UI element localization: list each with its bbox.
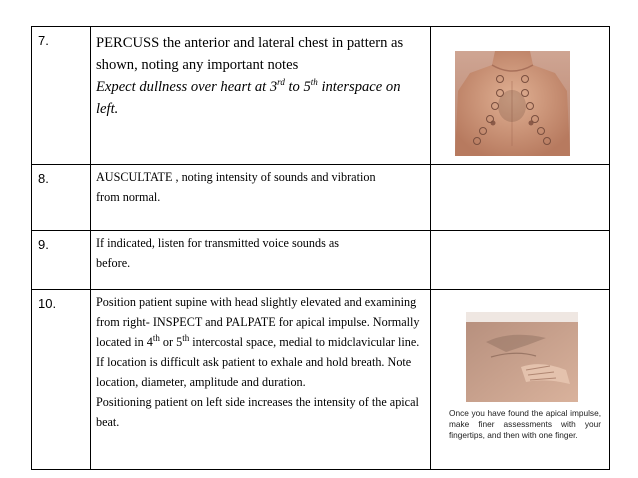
positioning-note: Positioning patient on left side increases the intensity of the apical beat.: [96, 395, 419, 429]
table-row: [32, 165, 610, 231]
photo-caption: Once you have found the apical impulse, make finer assessments with your fingertips, and then with one finger.: [449, 408, 601, 440]
row-number: 10.: [32, 290, 91, 470]
row-text: [91, 27, 431, 165]
image-cell: [431, 27, 610, 165]
empty-cell: [431, 231, 610, 290]
empty-cell: [431, 165, 610, 231]
apical-palpation-photo-icon: [466, 312, 578, 402]
row-number: 9.: [32, 231, 91, 290]
row-number: 8.: [32, 165, 91, 231]
row-text: AUSCULTATE , noting intensity of sounds and vibration from normal.: [91, 165, 431, 231]
expect-note: Expect dullness over heart at 3rd to 5th interspace on left.: [96, 77, 401, 117]
row-text: [91, 290, 431, 470]
image-cell: [431, 290, 610, 470]
apical-instruction: Position patient supine with head slightly elevated and examining from right- INSPECT and PALPATE for apical impulse. Normally located in 4th or 5th intercostal space, medial to midclavicular line. If location is difficult ask patient to exhale and hold breath. Note location, diameter, amplitude and duration.: [96, 295, 420, 389]
chest-percussion-photo-icon: [455, 51, 570, 156]
percuss-instruction: PERCUSS the anterior and lateral chest in pattern as shown, noting any important notes: [96, 35, 404, 73]
table-row: [32, 231, 610, 290]
table-row: [32, 27, 610, 165]
row-number: 7.: [32, 27, 91, 165]
table-row: [32, 290, 610, 470]
row-text: If indicated, listen for transmitted voice sounds as before.: [91, 231, 431, 290]
procedure-table: [31, 26, 610, 470]
